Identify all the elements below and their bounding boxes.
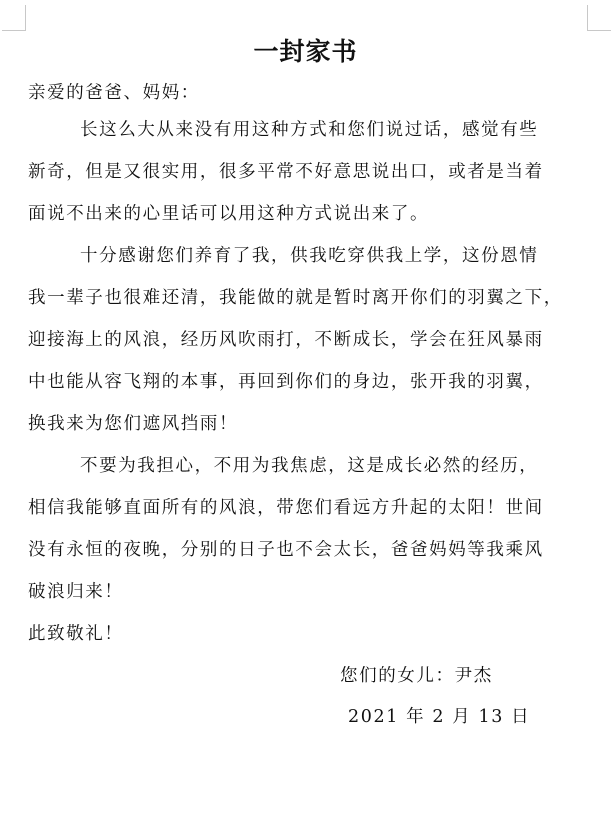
paragraph-1-line: 面说不出来的心里话可以用这种方式说出来了。 [28, 204, 430, 224]
paragraph-2-line: 迎接海上的风浪，经历风吹雨打，不断成长，学会在狂风暴雨 [28, 330, 544, 350]
paragraph-2-line: 中也能从容飞翔的本事，再回到你们的身边，张开我的羽翼， [28, 372, 544, 392]
closing: 此致敬礼！ [28, 624, 124, 644]
paragraph-2-line: 十分感谢您们养育了我，供我吃穿供我上学，这份恩情 [80, 246, 539, 266]
greeting: 亲爱的爸爸、妈妈： [28, 83, 200, 103]
paragraph-3-line: 没有永恒的夜晚，分别的日子也不会太长，爸爸妈妈等我乘风 [28, 540, 544, 560]
margin-corner-mark-right [587, 5, 611, 31]
paragraph-2-line: 我一辈子也很难还清，我能做的就是暂时离开你们的羽翼之下， [28, 288, 563, 308]
signature: 您们的女儿：尹杰 [340, 666, 493, 686]
paragraph-1-line: 新奇，但是又很实用，很多平常不好意思说出口，或者是当着 [28, 162, 544, 182]
paragraph-3-line: 相信我能够直面所有的风浪，带您们看远方升起的太阳！世间 [28, 498, 544, 518]
document-title: 一封家书 [253, 37, 358, 66]
paragraph-2-line: 换我来为您们遮风挡雨！ [28, 414, 239, 434]
paragraph-1-line: 长这么大从来没有用这种方式和您们说过话，感觉有些 [80, 120, 539, 140]
paragraph-3-line: 破浪归来！ [28, 582, 124, 602]
paragraph-3-line: 不要为我担心，不用为我焦虑，这是成长必然的经历， [80, 456, 539, 476]
date: 2021 年 2 月 13 日 [348, 707, 531, 727]
margin-corner-mark-left [2, 5, 26, 31]
